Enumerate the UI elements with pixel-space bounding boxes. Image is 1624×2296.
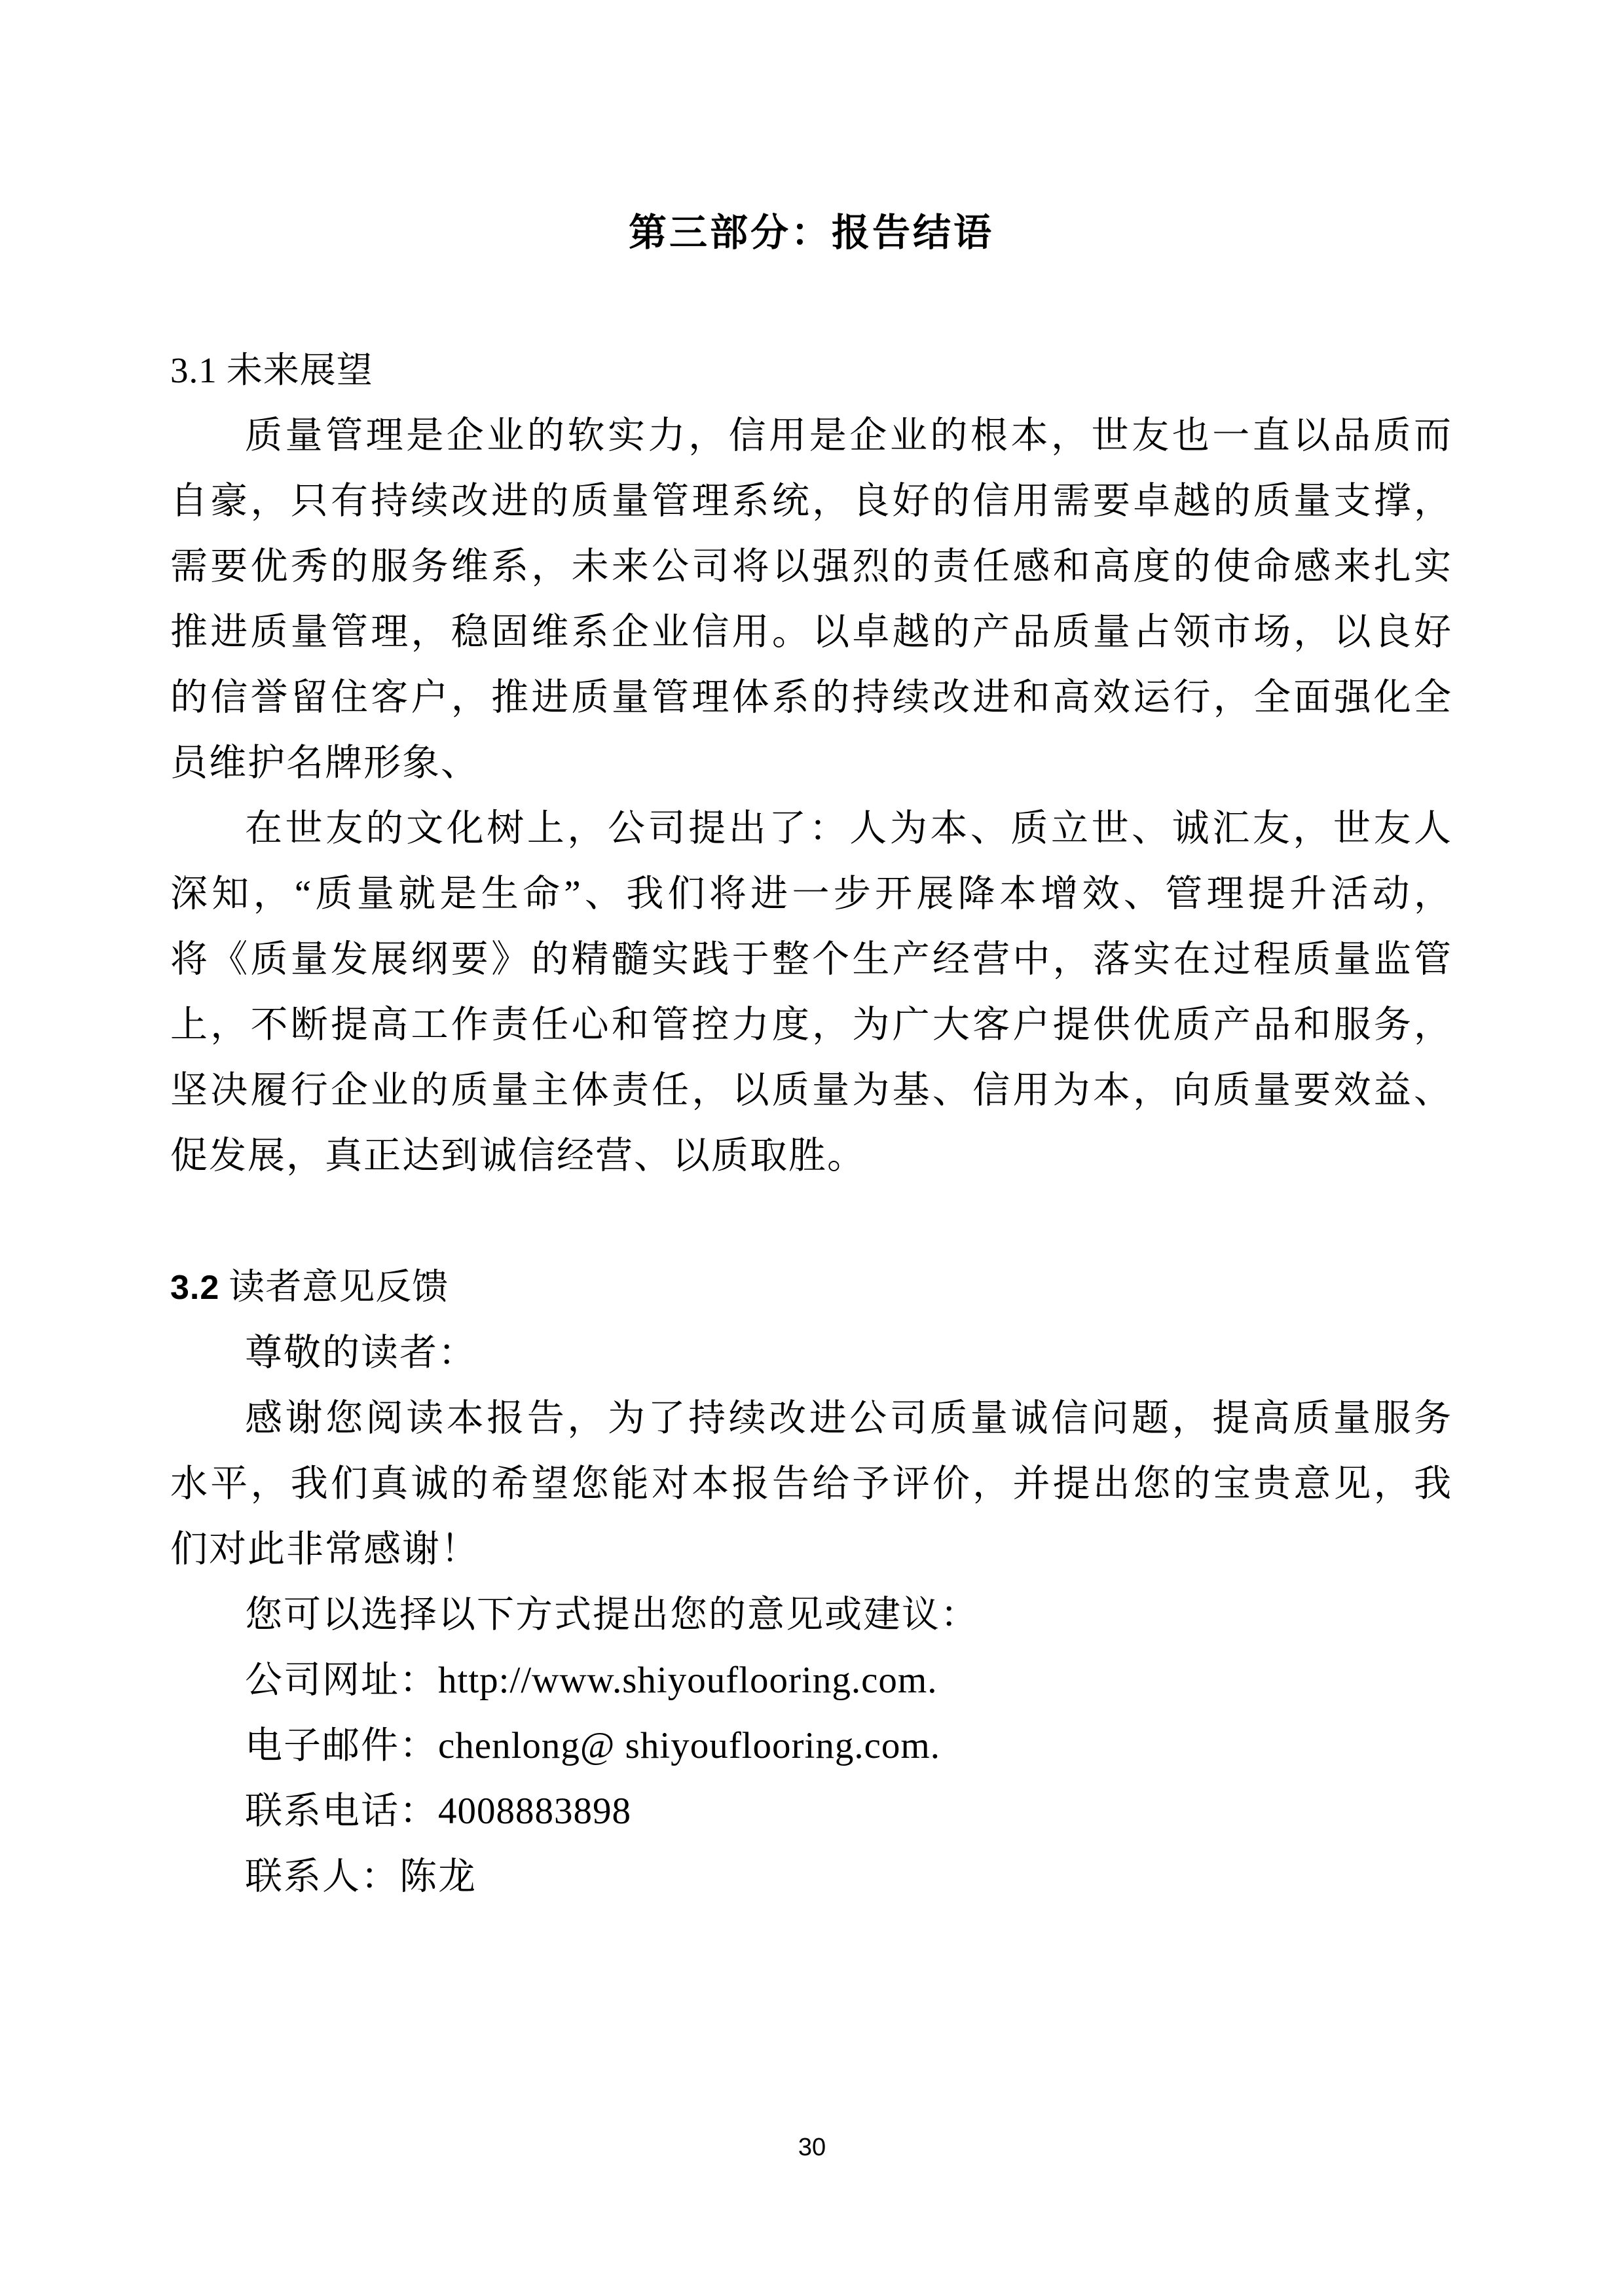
salutation-line: 尊敬的读者： <box>245 1332 477 1374</box>
paragraph-line: 促发展，真正达到诚信经营、以质取胜。 <box>170 1135 866 1176</box>
contact-row-person <box>170 1844 1452 1910</box>
contact-label: 电子邮件： <box>245 1725 438 1766</box>
paragraph-line: 的信誉留住客户，推进质量管理体系的持续改进和高效运行，全面强化全 <box>170 677 1452 718</box>
paragraph-line: 上，不断提高工作责任心和管控力度，为广大客户提供优质产品和服务， <box>170 1004 1452 1046</box>
paragraph-line: 在世友的文化树上，公司提出了：人为本、质立世、诚汇友，世友人 <box>245 808 1452 849</box>
paragraph-future-2 <box>170 796 1452 1189</box>
contact-value-phone: 4008883898 <box>438 1791 631 1832</box>
page-number: 30 <box>798 2134 826 2161</box>
contact-row-email <box>170 1713 1452 1779</box>
contact-value-website: http://www.shiyouflooring.com. <box>438 1660 938 1701</box>
section-heading-3-2 <box>170 1254 1452 1321</box>
contact-list <box>170 1648 1452 1910</box>
page-content <box>170 0 1452 1910</box>
paragraph-line: 自豪，只有持续改进的质量管理系统，良好的信用需要卓越的质量支撑， <box>170 481 1452 522</box>
contact-value-email: chenlong@ shiyouflooring.com. <box>438 1725 940 1766</box>
section-heading-3-1 <box>170 338 1452 403</box>
contact-label: 联系人： <box>245 1856 399 1897</box>
paragraph-line: 将《质量发展纲要》的精髓实践于整个生产经营中，落实在过程质量监管 <box>170 939 1452 980</box>
paragraph-line: 推进质量管理，稳固维系企业信用。以卓越的产品质量占领市场，以良好 <box>170 611 1452 653</box>
paragraph-line: 水平，我们真诚的希望您能对本报告给予评价，并提出您的宝贵意见，我 <box>170 1463 1452 1504</box>
paragraph-line: 质量管理是企业的软实力，信用是企业的根本，世友也一直以品质而 <box>245 415 1452 456</box>
paragraph-line: 深知，“质量就是生命”、我们将进一步开展降本增效、管理提升活动， <box>170 873 1452 915</box>
page-title: 第三部分：报告结语 <box>628 211 994 254</box>
paragraph-line: 感谢您阅读本报告，为了持续改进公司质量诚信问题，提高质量服务 <box>245 1398 1452 1439</box>
paragraph-future-1 <box>170 403 1452 796</box>
paragraph-feedback <box>170 1386 1452 1582</box>
paragraph-line: 需要优秀的服务维系，未来公司将以强烈的责任感和高度的使命感来扎实 <box>170 546 1452 587</box>
paragraph-line: 员维护名牌形象、 <box>170 742 479 784</box>
section-number: 3.1 <box>170 350 217 390</box>
section-name: 读者意见反馈 <box>229 1267 449 1307</box>
feedback-prompt-line: 您可以选择以下方式提出您的意见或建议： <box>245 1594 979 1635</box>
section-name: 未来展望 <box>226 350 373 390</box>
contact-row-phone <box>170 1779 1452 1844</box>
paragraph-line: 坚决履行企业的质量主体责任，以质量为基、信用为本，向质量要效益、 <box>170 1070 1452 1111</box>
contact-value-person: 陈龙 <box>399 1856 477 1897</box>
paragraph-line: 们对此非常感谢！ <box>170 1529 479 1570</box>
contact-label: 联系电话： <box>245 1791 438 1832</box>
section-number: 3.2 <box>170 1269 220 1307</box>
contact-row-website <box>170 1648 1452 1713</box>
contact-label: 公司网址： <box>245 1660 438 1701</box>
